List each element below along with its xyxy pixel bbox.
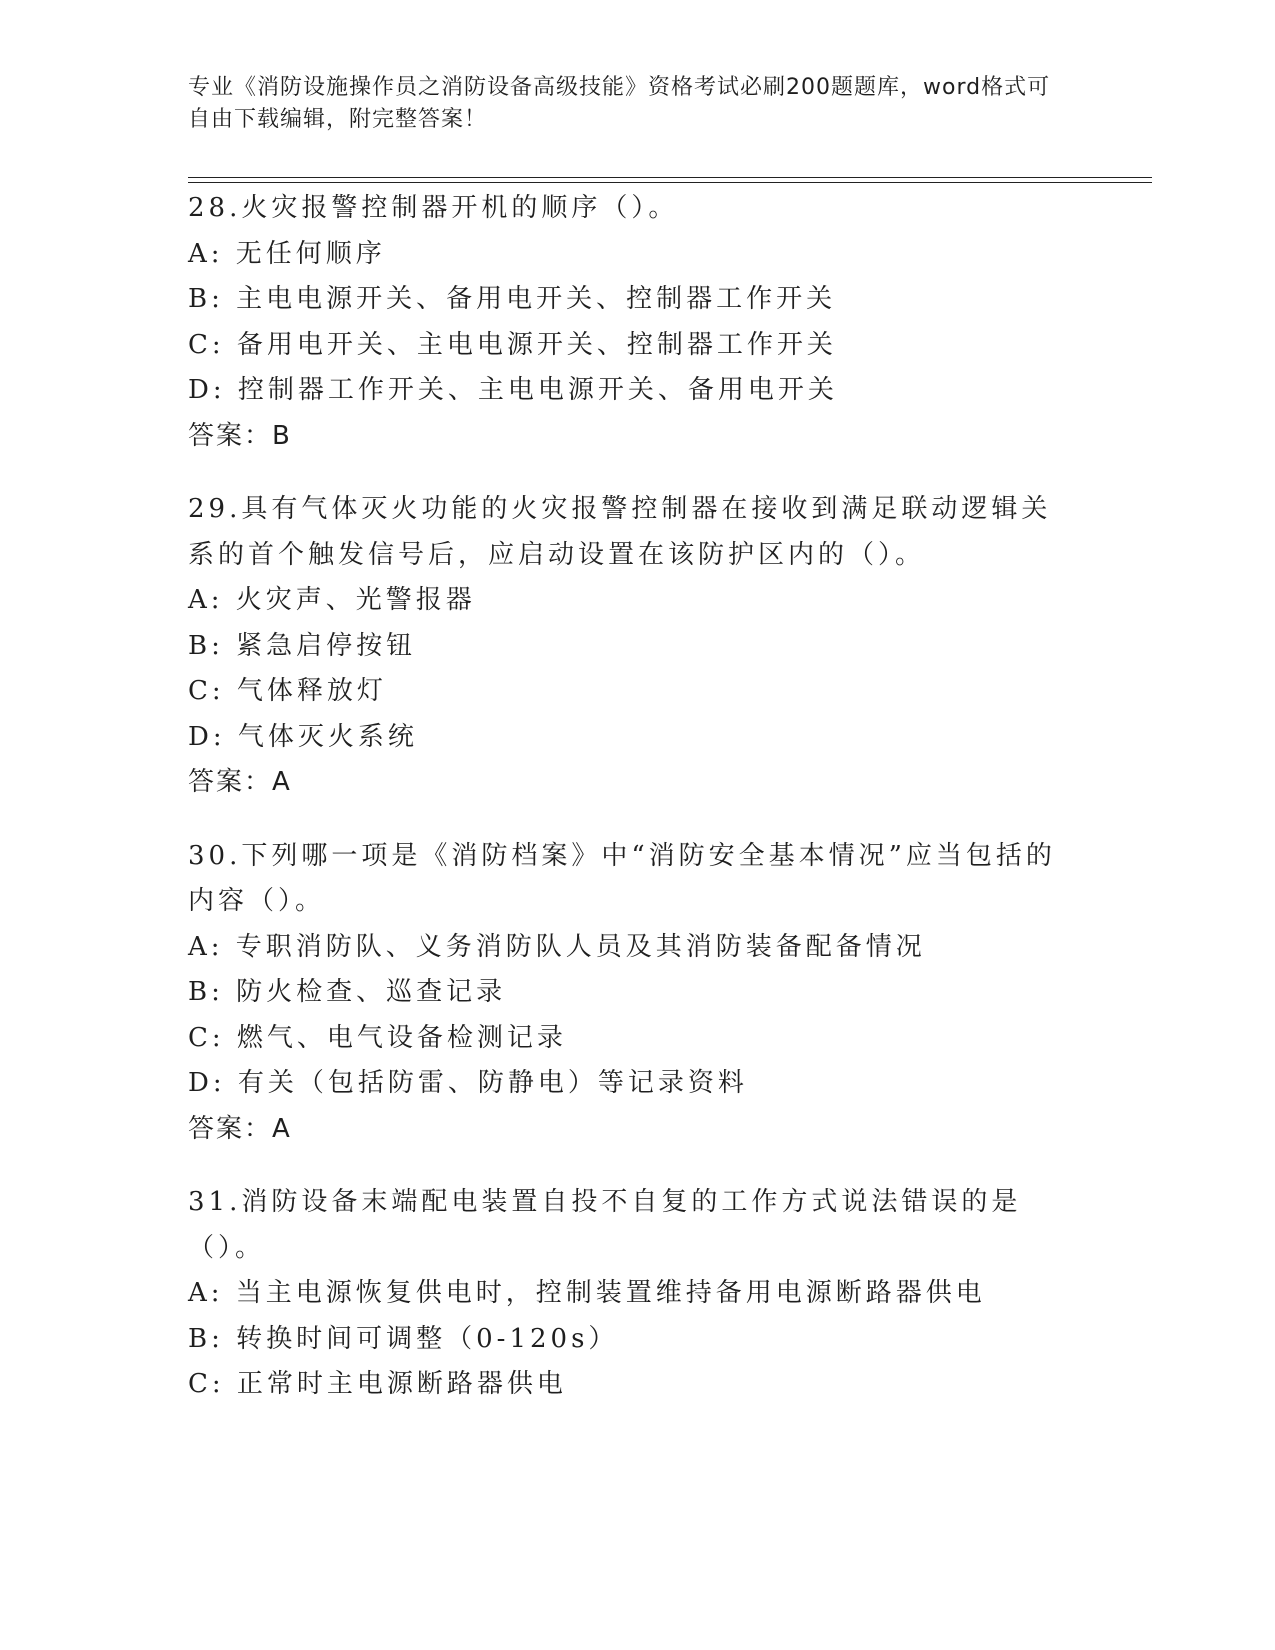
option-c: C: 备用电开关、主电电源开关、控制器工作开关 [188,329,837,360]
option-c: C: 正常时主电源断路器供电 [188,1369,567,1399]
option-b: B: 转换时间可调整（0-120s） [188,1323,619,1354]
question-31 [188,1180,1088,1408]
answer-label: 答案：A [188,767,292,797]
answer-label: 答案：A [188,1113,292,1144]
option-a: A: 专职消防队、义务消防队人员及其消防装备配备情况 [188,931,926,962]
question-29 [188,487,1088,806]
question-stem: 30.下列哪一项是《消防档案》中“消防安全基本情况”应当包括的内容（）。 [188,840,1056,916]
option-a: A: 无任何顺序 [188,238,386,269]
answer-label: 答案：B [188,420,292,451]
question-stem: 31.消防设备末端配电装置自投不自复的工作方式说法错误的是（）。 [188,1187,1022,1263]
question-stem: 28.火灾报警控制器开机的顺序（）。 [188,193,679,223]
option-d: D: 气体灭火系统 [188,721,418,752]
option-a: A: 当主电源恢复供电时，控制装置维持备用电源断路器供电 [188,1278,986,1308]
question-30 [188,834,1088,1153]
option-b: B: 防火检查、巡查记录 [188,977,507,1007]
question-28 [188,186,1088,459]
question-stem: 29.具有气体灭火功能的火灾报警控制器在接收到满足联动逻辑关系的首个触发信号后，应启动设置在该防护区内的（）。 [188,494,1052,570]
question-list [188,186,1088,1436]
option-b: B: 主电电源开关、备用电开关、控制器工作开关 [188,284,837,314]
document-header: 专业《消防设施操作员之消防设备高级技能》资格考试必刷200题题库，word格式可自由下载编辑，附完整答案！ [188,75,1051,132]
option-d: D: 有关（包括防雷、防静电）等记录资料 [188,1068,748,1098]
option-b: B: 紧急启停按钮 [188,630,417,661]
option-a: A: 火灾声、光警报器 [188,585,476,615]
option-c: C: 气体释放灯 [188,676,387,706]
header-divider-bottom [188,182,1152,183]
option-c: C: 燃气、电气设备检测记录 [188,1022,567,1053]
header-divider-top [188,177,1152,178]
option-d: D: 控制器工作开关、主电电源开关、备用电开关 [188,375,838,405]
